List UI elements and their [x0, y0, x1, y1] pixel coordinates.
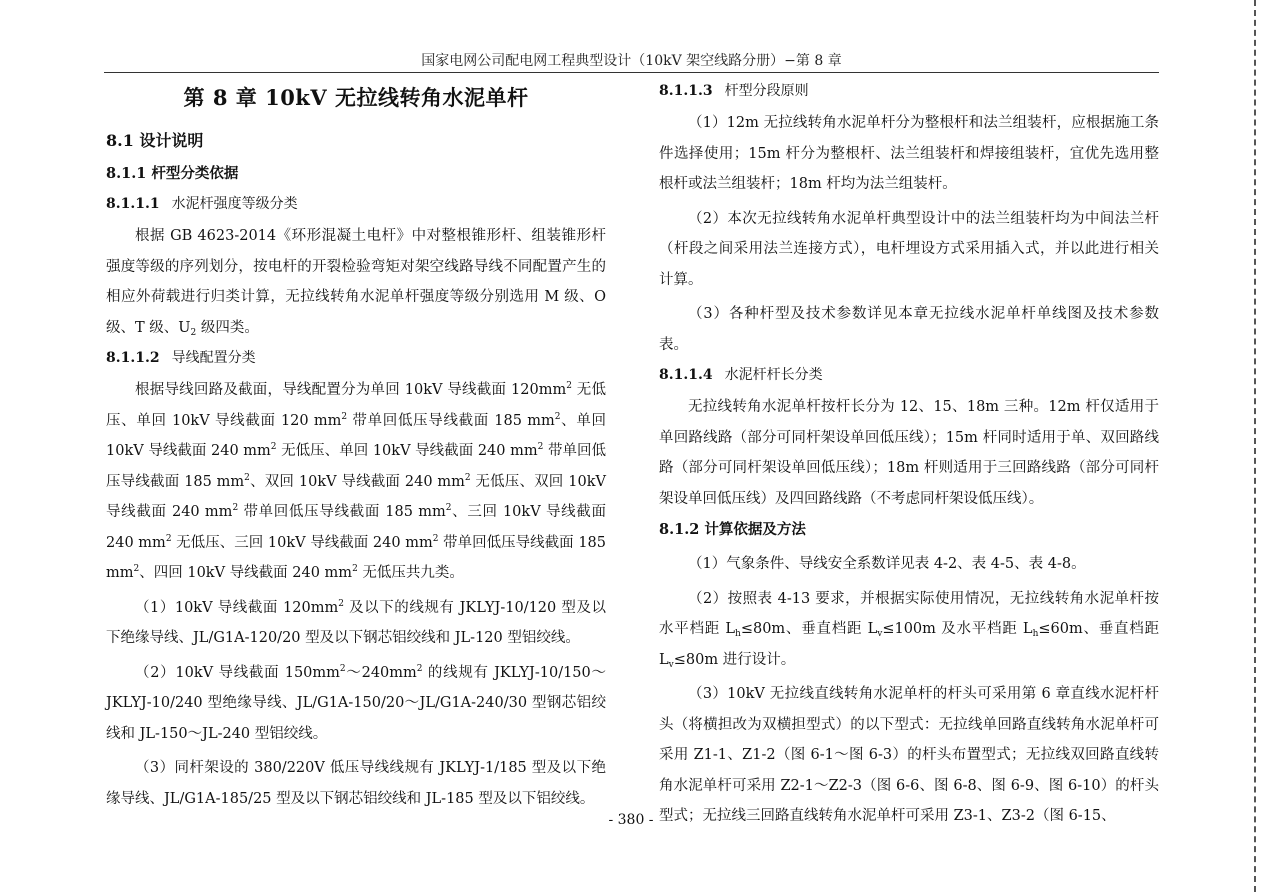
paragraph-segment-3: （3）各种杆型及技术参数详见本章无拉线水泥单杆单线图及技术参数表。 — [659, 306, 1159, 353]
paragraph-conductor-config: 根据导线回路及截面，导线配置分为单回 10kV 导线截面 $120mm^2$ 无低压、单回 10kV 导线截面 120 $mm^2$ 带单回低压导线截面 185 $mm^2$、单回 10kV 导线截面 240 $mm^2$ 无低压、单回 10kV 导线截面 240 $mm^2$ 带单回低压导线截面 185 $mm^2$、双回 10kV 导线截面 240 $mm^2$ 无低压、双回 10kV 导线截面 240 $mm^2$ 带单回低压导线截面 185 $mm^2$、三回 10kV 导线截面 240 $mm^2$ 无低压、三回 10kV 导线截面 240 $mm^2$ 带单回低压导线截面 185 $mm^2$、四回 10kV 导线截面 240 $mm^2$ 无低压共九类。 — [106, 381, 607, 581]
paragraph-calc-1: （1）气象条件、导线安全系数详见表 4-2、表 4-5、表 4-8。 — [688, 556, 1086, 572]
paragraph-item-2: （2）10kV 导线截面 $150mm^2\sim 240mm^2$ 的线规有 JKLYJ-10/150～JKLYJ-10/240 型绝缘导线、JL/G1A-150/20～JL/G1A-240/30 型钢芯铝绞线和 JL-150～JL-240 型铝绞线。 — [106, 663, 606, 742]
header-rule — [104, 72, 1159, 73]
paragraph-calc-2: （2）按照表 4-13 要求，并根据实际使用情况，无拉线转角水泥单杆按水平档距 $L_h\le 80m$、垂直档距 $L_v\le 100m$ 及水平档距 $L_h\le 60m$、垂直档距 $L_v\le 80m$ 进行设计。 — [659, 590, 1159, 670]
section-number: 8.1.1.4 — [659, 367, 713, 383]
paragraph-segment-1: （1）12m 无拉线转角水泥单杆分为整根杆和法兰组装杆，应根据施工条件选择使用；15m 杆分为整根杆、法兰组装杆和焊接组装杆，宜优先选用整根杆或法兰组装杆；18m 杆均为法兰组装杆。 — [659, 115, 1159, 192]
section-heading-8-1-1: 8.1.1 杆型分类依据 — [106, 165, 239, 182]
section-title: 杆型分段原则 — [724, 83, 809, 99]
section-number: 8.1.1.2 — [106, 350, 160, 366]
section-heading-8-1: 8.1 设计说明 — [106, 131, 204, 150]
paragraph-strength-class: 根据 GB 4623-2014《环形混凝土电杆》中对整根锥形杆、组装锥形杆强度等级的序列划分，按电杆的开裂检验弯矩对架空线路导线不同配置产生的相应外荷载进行归类计算，无拉线转角水泥单杆强度等级分别选用 M 级、O 级、T 级、$U_2$ 级四类。 — [106, 228, 606, 338]
running-header: 国家电网公司配电网工程典型设计（10kV 架空线路分册）−第 8 章 — [421, 53, 842, 69]
page-number: - 380 - — [608, 812, 654, 828]
paragraph-segment-2: （2）本次无拉线转角水泥单杆典型设计中的法兰组装杆均为中间法兰杆（杆段之间采用法兰连接方式），电杆埋设方式采用插入式，并以此进行相关计算。 — [659, 210, 1159, 288]
paragraph-calc-3: （3）10kV 无拉线直线转角水泥单杆的杆头可采用第 6 章直线水泥杆杆头（将横担改为双横担型式）的以下型式：无拉线单回路直线转角水泥单杆可采用 Z1-1、Z1-2（图 6-1～图 6-3）的杆头布置型式；无拉线双回路直线转角水泥单杆可采用 Z2-1～Z2-3（图 6-6、图 6-8、图 6-9、图 6-10）的杆头型式；无拉线三回路直线转角水泥单杆可采用 Z3-1、Z3-2（图 6-15、 — [659, 686, 1159, 824]
section-title: 水泥杆杆长分类 — [724, 367, 823, 383]
section-number: 8.1.1.1 — [106, 196, 160, 212]
section-number: 8.1.1.3 — [659, 83, 713, 99]
section-heading-8-1-1-3 — [659, 80, 1159, 100]
section-title: 水泥杆强度等级分类 — [171, 196, 298, 212]
paragraph-item-3: （3）同杆架设的 380/220V 低压导线线规有 JKLYJ-1/185 型及以下绝缘导线、JL/G1A-185/25 型及以下钢芯铝绞线和 JL-185 型及以下铝绞线。 — [106, 760, 606, 807]
paragraph-pole-length: 无拉线转角水泥单杆按杆长分为 12、15、18m 三种。12m 杆仅适用于单回路线路（部分可同杆架设单回低压线）；15m 杆同时适用于单、双回路线路（部分可同杆架设单回低压线）；18m 杆则适用于三回路线路（部分可同杆架设单回低压线）及四回路线路（不考虑同杆架设低压线）。 — [659, 399, 1159, 507]
page-edge-dashed-line — [1254, 0, 1256, 892]
section-heading-8-1-1-4 — [659, 364, 1159, 384]
section-heading-8-1-1-2 — [106, 347, 606, 367]
section-heading-8-1-2: 8.1.2 计算依据及方法 — [659, 521, 806, 538]
left-column — [106, 80, 606, 818]
paragraph-item-1: （1）10kV 导线截面 $120mm^2$ 及以下的线规有 JKLYJ-10/120 型及以下绝缘导线、JL/G1A-120/20 型及以下钢芯铝绞线和 JL-120 型铝绞线。 — [106, 598, 606, 646]
section-title: 导线配置分类 — [171, 350, 256, 366]
chapter-title: 第 8 章 10kV 无拉线转角水泥单杆 — [183, 85, 529, 110]
right-column — [659, 80, 1159, 836]
section-heading-8-1-1-1 — [106, 193, 606, 213]
